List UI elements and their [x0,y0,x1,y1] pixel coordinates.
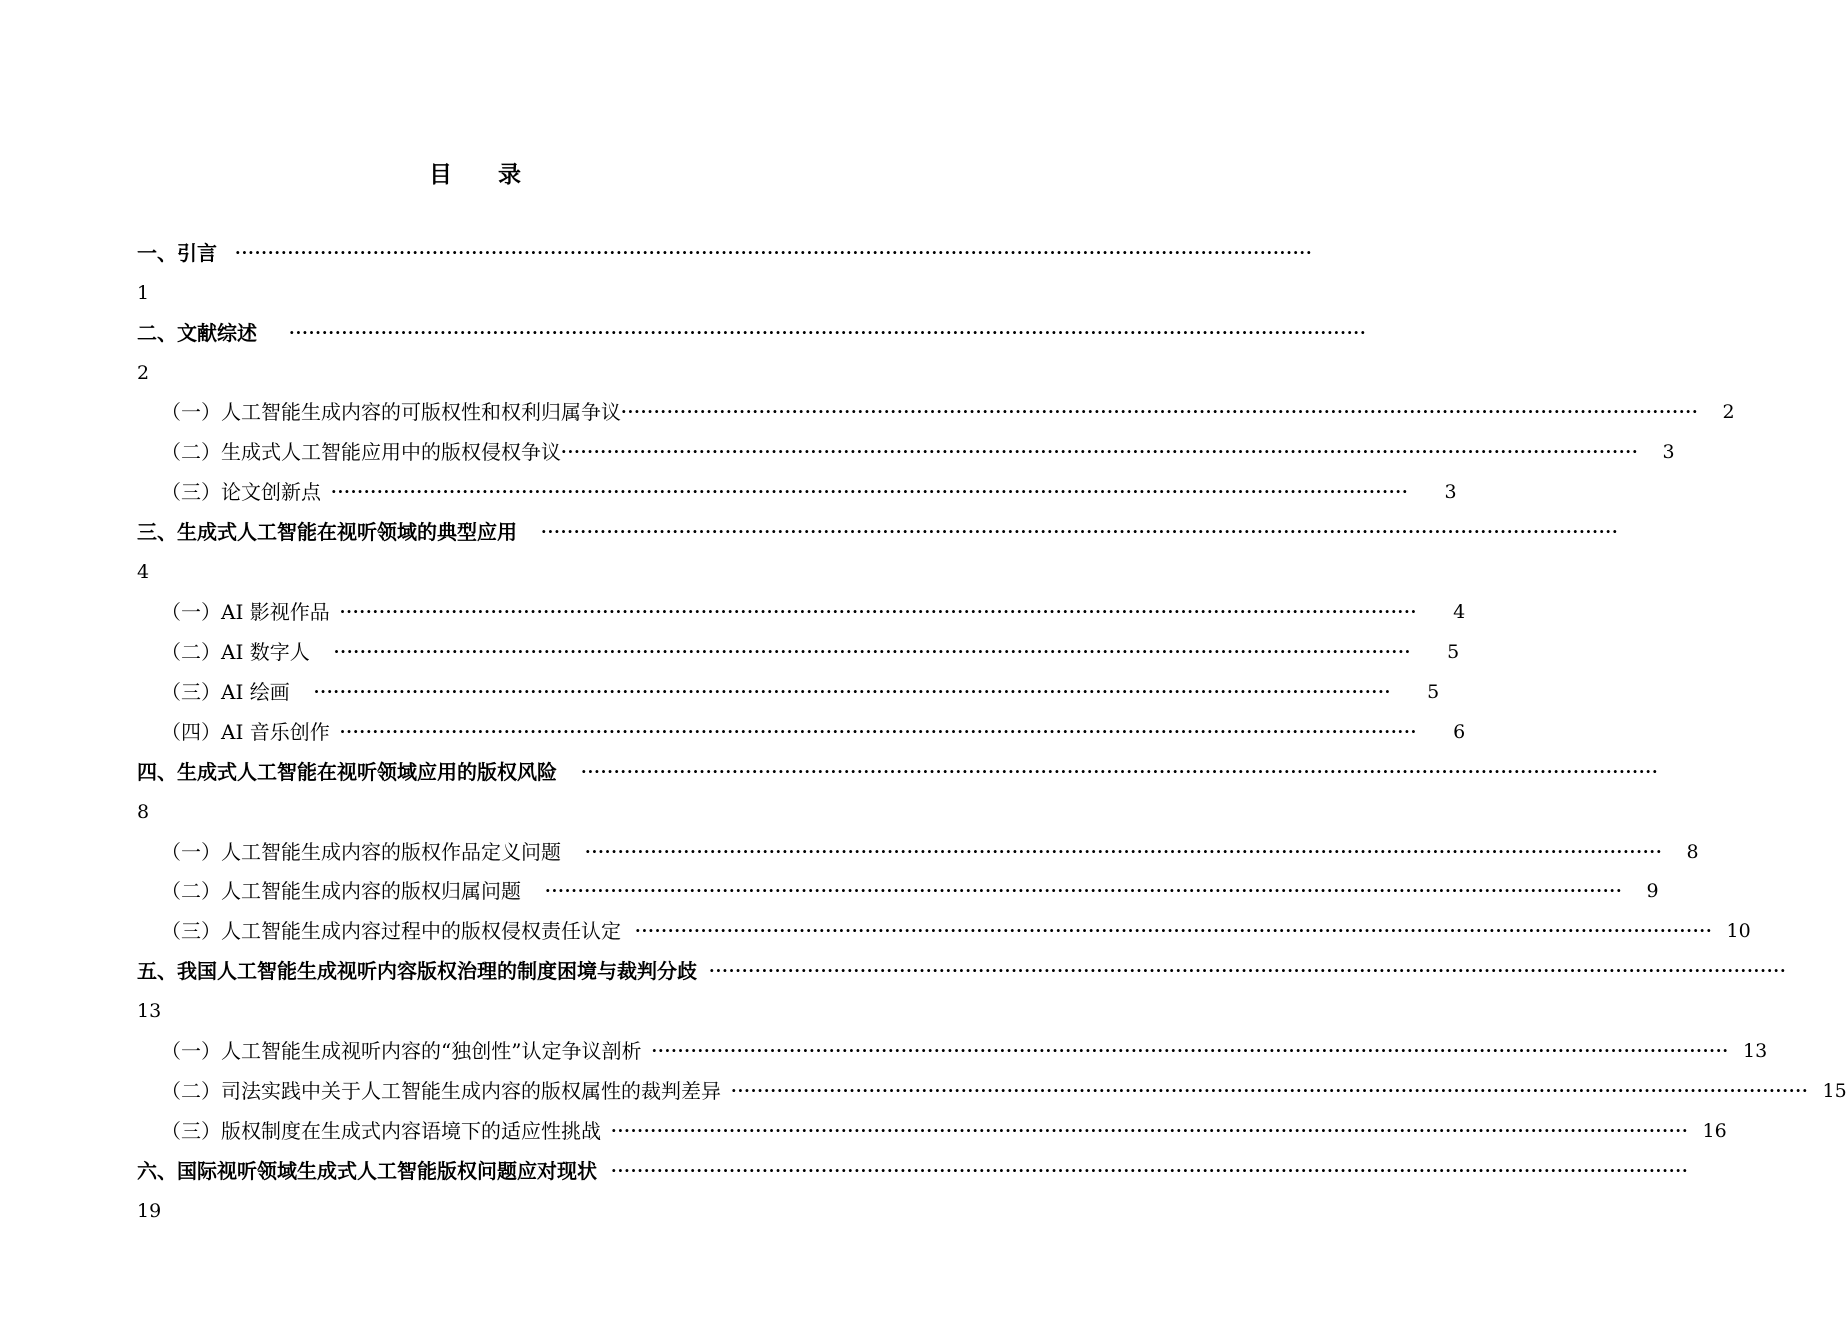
toc-subentry[interactable] [161,837,1699,867]
leader-dots: ···································································································································································· [651,1041,1729,1060]
toc-entry-label: （二）生成式人工智能应用中的版权侵权争议 [161,440,561,464]
leader-dots: ···································································································································································· [635,921,1713,940]
toc-entry-label: 四、生成式人工智能在视听领域应用的版权风险 [137,760,557,784]
toc-page-number: 2 [1722,401,1735,423]
toc-subentry[interactable] [161,477,1457,507]
toc-entry-literature-review[interactable] [137,318,1367,348]
toc-subentry[interactable] [161,597,1466,627]
toc-page-number: 13 [137,1000,162,1022]
leader-dots: ···································································································································································· [541,522,1619,541]
toc-subentry[interactable] [161,437,1675,467]
leader-dots: ···································································································································································· [313,682,1392,701]
toc-entry-institutional-dilemma[interactable] [137,956,1787,986]
toc-entry-label: （三）版权制度在生成式内容语境下的适应性挑战 [161,1119,601,1143]
toc-entry-label: 一、引言 [137,241,217,265]
leader-dots: ···································································································································································· [333,642,1412,661]
toc-entry-label: 三、生成式人工智能在视听领域的典型应用 [137,520,517,544]
toc-subentry[interactable] [161,1036,1768,1066]
toc-subentry[interactable] [161,717,1466,747]
toc-page-number: 10 [1726,920,1751,942]
toc-entry-label: （三）人工智能生成内容过程中的版权侵权责任认定 [161,919,621,943]
toc-entry-typical-applications[interactable] [137,517,1619,547]
toc-page-number: 13 [1742,1040,1768,1062]
toc-page-number: 5 [1447,641,1460,663]
toc-entry-label: 二、文献综述 [137,321,257,345]
leader-dots: ···································································································································································· [561,442,1639,461]
title-char-2: 录 [498,162,521,188]
leader-dots: ···································································································································································· [611,1121,1689,1140]
toc-page-number: 1 [137,282,150,304]
toc-entry-label: （一）AI 影视作品 [161,600,330,624]
toc-entry-label: 五、我国人工智能生成视听内容版权治理的制度困境与裁判分歧 [137,959,697,983]
leader-dots: ···································································································································································· [339,722,1418,741]
toc-subentry[interactable] [161,1116,1727,1146]
leader-dots: ···································································································································································· [331,482,1409,501]
toc-entry-label: （二）人工智能生成内容的版权归属问题 [161,879,521,903]
toc-page-number: 4 [1453,601,1466,623]
toc-entry-label: 六、国际视听领域生成式人工智能版权问题应对现状 [137,1159,597,1183]
toc-subentry[interactable] [161,637,1460,667]
leader-dots: ···································································································································································· [545,881,1623,900]
leader-dots: ···································································································································································· [731,1081,1809,1100]
toc-page-number: 6 [1453,721,1466,743]
toc-entry-label: （一）人工智能生成内容的可版权性和权利归属争议 [161,400,621,424]
toc-page-number: 2 [137,362,150,384]
toc-entry-label: （二）司法实践中关于人工智能生成内容的版权属性的裁判差异 [161,1079,721,1103]
toc-entry-copyright-risks[interactable] [137,757,1659,787]
toc-page-number: 9 [1646,880,1659,902]
toc-page-number: 3 [1662,441,1675,463]
leader-dots: ···································································································································································· [289,323,1367,342]
page-title [0,156,950,189]
toc-subentry[interactable] [161,916,1751,946]
toc-entry-label: （三）AI 绘画 [161,680,290,704]
toc-page-number: 8 [1686,841,1699,863]
toc-entry-label: （二）AI 数字人 [161,640,310,664]
toc-subentry[interactable] [161,677,1440,707]
toc-entry-international-status[interactable] [137,1156,1689,1186]
toc-subentry[interactable] [161,397,1735,427]
toc-entry-label: （四）AI 音乐创作 [161,720,330,744]
toc-page-number: 3 [1444,481,1457,503]
toc-entry-label: （三）论文创新点 [161,480,321,504]
leader-dots: ···································································································································································· [585,842,1663,861]
toc-page-number: 4 [137,561,150,583]
toc-entry-intro[interactable] [137,238,1313,268]
toc-page-number: 5 [1427,681,1440,703]
toc-page-number: 8 [137,801,150,823]
toc-page-number: 19 [137,1200,162,1222]
toc-page-number: 16 [1702,1120,1727,1142]
toc-subentry[interactable] [161,1076,1847,1106]
leader-dots: ···································································································································································· [581,762,1659,781]
leader-dots: ···································································································································································· [339,602,1418,621]
leader-dots: ···································································································································································· [709,961,1787,980]
toc-subentry[interactable] [161,876,1659,906]
title-char-1: 目 [429,162,452,188]
leader-dots: ···································································································································································· [235,243,1313,262]
toc-page-number: 15 [1822,1080,1847,1102]
leader-dots: ···································································································································································· [611,1161,1689,1180]
leader-dots: ···································································································································································· [621,402,1699,421]
toc-entry-label: （一）人工智能生成内容的版权作品定义问题 [161,840,561,864]
toc-entry-label: （一）人工智能生成视听内容的“独创性”认定争议剖析 [161,1039,642,1063]
